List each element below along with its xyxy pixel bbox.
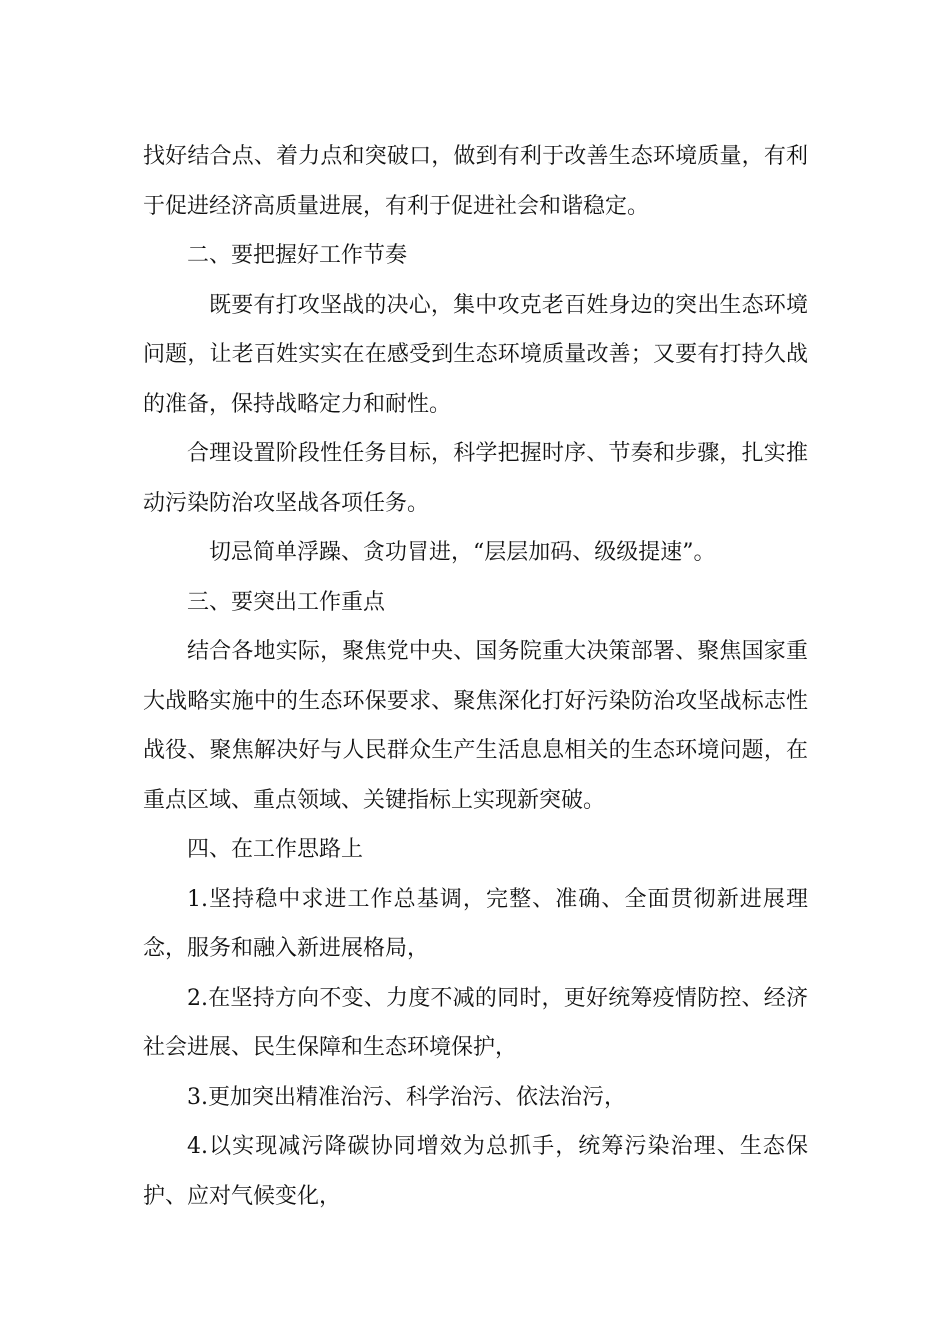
list-item: 2.在坚持方向不变、力度不减的同时，更好统筹疫情防控、经济社会进展、民生保障和生态环境保护， <box>143 985 808 1060</box>
paragraph: 切忌简单浮躁、贪功冒进，“层层加码、级级提速”。 <box>209 540 716 565</box>
list-item: 1.坚持稳中求进工作总基调，完整、准确、全面贯彻新进展理念，服务和融入新进展格局， <box>143 886 808 961</box>
paragraph-continuation: 找好结合点、着力点和突破口，做到有利于改善生态环境质量，有利于促进经济高质量进展，有利于促进社会和谐稳定。 <box>143 144 808 219</box>
list-item: 3.更加突出精准治污、科学治污、依法治污， <box>187 1084 626 1110</box>
section-heading-3: 三、要突出工作重点 <box>187 589 386 615</box>
section-heading-4: 四、在工作思路上 <box>187 837 364 862</box>
paragraph: 结合各地实际，聚焦党中央、国务院重大决策部署、聚焦国家重大战略实施中的生态环保要求、聚焦深化打好污染防治攻坚战标志性战役、聚焦解决好与人民群众生产生活息息相关的生态环境问题，在重点区域、重点领域、关键指标上实现新突破。 <box>143 639 808 813</box>
section-heading-2: 二、要把握好工作节奏 <box>187 243 408 268</box>
paragraph: 既要有打攻坚战的决心，集中攻克老百姓身边的突出生态环境问题，让老百姓实实在在感受到生态环境质量改善；又要有打持久战的准备，保持战略定力和耐性。 <box>143 292 808 417</box>
list-item: 4.以实现减污降碳协同增效为总抓手，统筹污染治理、生态保护、应对气候变化， <box>143 1134 808 1209</box>
paragraph: 合理设置阶段性任务目标，科学把握时序、节奏和步骤，扎实推动污染防治攻坚战各项任务。 <box>143 441 808 516</box>
document-body <box>143 132 808 1221</box>
